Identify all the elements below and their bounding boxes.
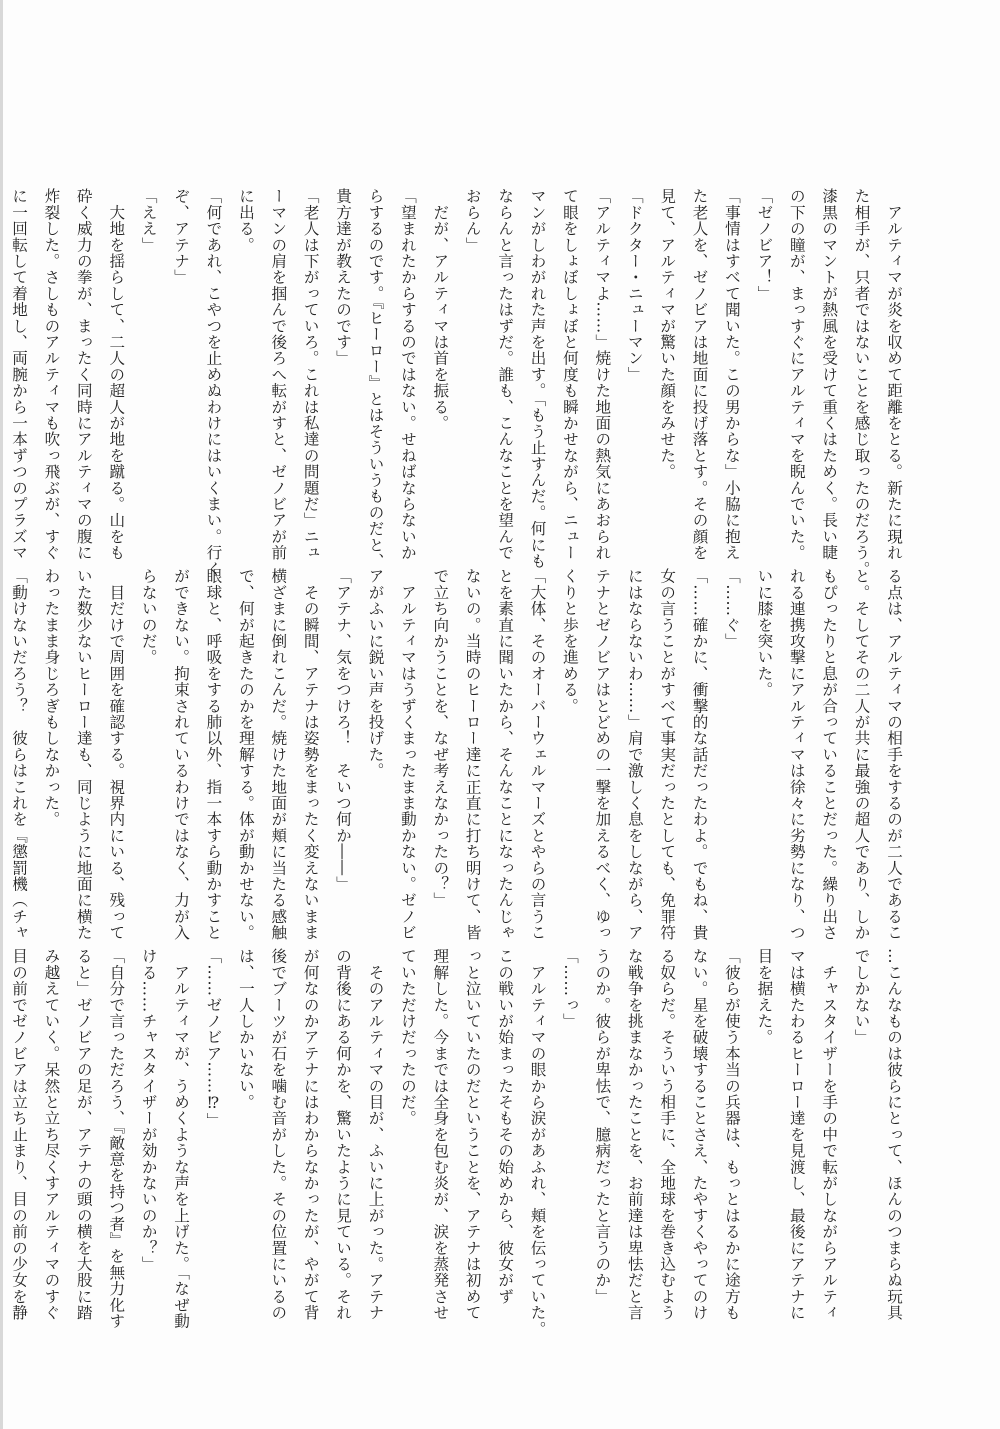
text-line: とを素直に聞いたから、そんなことになったんじゃ (496, 568, 515, 941)
text-line: ができない。拘束されているわけではなく、力が入 (172, 568, 191, 941)
text-line: …こんなものは彼らにとって、ほんのつまらぬ玩具 (885, 948, 903, 1321)
text-line: 後でブーツが石を噛む音がした。その位置にいるの (269, 948, 288, 1321)
text-line: ないの。当時のヒーロー達に正直に打ち明けて、皆 (463, 568, 482, 941)
text-line: 横ざまに倒れこんだ。焼けた地面が頬に当たる感触 (269, 568, 288, 941)
text-line: れる連携攻撃にアルティマは徐々に劣勢になり、つ (787, 568, 806, 941)
text-line: 「事情はすべて聞いた。この男からな」小脇に抱え (722, 188, 741, 561)
text-line: 「アルティマよ……」焼けた地面の熱気にあおられ (593, 188, 612, 561)
text-line: 「何であれ、こやつを止めぬわけにはいくまい。行く (204, 188, 223, 577)
text-line: この戦いが始まったそもその始めから、彼女がず (496, 948, 515, 1305)
text-line: 「大体、そのオーバーウェルマーズとやらの言うこ (528, 568, 547, 941)
text-line: た相手が、只者ではないことを感じ取ったのだろう。 (852, 188, 871, 577)
text-line: テナとゼノビアはとどめの一撃を加えるべく、ゆっ (593, 568, 612, 941)
text-line: 見て、アルティマが驚いた顔をみせた。 (658, 188, 677, 480)
text-line: アルティマの眼から涙があふれ、頬を伝っていた。 (528, 948, 547, 1337)
text-line: 「動けないだろう？ 彼らはこれを『懲罰機（チャ (10, 568, 29, 941)
text-line: わったまま身じろぎもしなかった。 (42, 568, 61, 828)
text-line: の下の瞳が、まっすぐにアルティマを睨んでいた。 (787, 188, 806, 561)
text-line: 目を据えた。 (755, 948, 774, 1046)
text-line: が何なのかアテナにはわからなかったが、やがて背 (301, 948, 320, 1321)
text-line: 「……っ」 (560, 948, 579, 1029)
text-line: いに膝を突いた。 (755, 568, 774, 698)
text-line: くりと歩を進める。 (560, 568, 579, 714)
text-line: ぞ、アテナ」 (172, 188, 191, 286)
text-line: る点は、アルティマの相手をするのが二人であるこ (885, 568, 903, 941)
text-line: ならんと言ったはずだ。誰も、こんなことを望んで (496, 188, 515, 561)
text-line: 目の前でゼノビアは立ち止まり、目の前の少女を静 (10, 948, 29, 1321)
text-line: て眼をしょぼしょぼと何度も瞬かせながら、ニュー (560, 188, 579, 561)
text-line: でしかない」 (852, 948, 871, 1046)
text-line: で、何が起きたのかを理解する。体が動かせない。 (236, 568, 255, 941)
text-line: 「……確かに、衝撃的な話だったわよ。でもね、貴 (690, 568, 709, 941)
text-line: と。そしてその二人が共に最強の超人であり、しか (852, 568, 871, 941)
text-line: らするのです。『ヒーロー』とはそういうものだと、 (366, 188, 385, 569)
text-line: マンがしわがれた声を出す。「もう止すんだ。何にも (528, 188, 547, 569)
text-line: 「自分で言っただろう、『敵意を持つ者』を無力化す (107, 948, 126, 1329)
text-line: アルティマはうずくまったまま動かない。ゼノビ (398, 568, 417, 941)
text-line: 「ドクター・ニューマン」 (625, 188, 644, 383)
text-line: 眼球と、呼吸をする肺以外、指一本すら動かすこと (204, 568, 223, 941)
text-line: その瞬間、アテナは姿勢をまったく変えないまま (301, 568, 320, 941)
text-line: だが、アルティマは首を振る。 (431, 188, 450, 431)
text-line: 「望まれたからするのではない。せねばならないか (398, 188, 417, 561)
text-line: いた数少ないヒーロー達も、同じように地面に横た (74, 568, 93, 941)
text-line: 砕く威力の拳が、まったく同時にアルティマの腹に (74, 188, 93, 561)
text-line: アがふいに鋭い声を投げた。 (366, 568, 385, 779)
text-line: おらん」 (463, 188, 482, 253)
text-line: らないのだ。 (139, 568, 158, 666)
text-line: っと泣いていたのだということを、アテナは初めて (463, 948, 482, 1321)
text-line: は、一人しかいない。 (236, 948, 255, 1110)
text-line: ーマンの肩を掴んで後ろへ転がすと、ゼノビアが前 (269, 188, 288, 561)
text-line: み越えていく。呆然と立ち尽くすアルティマのすぐ (42, 948, 61, 1321)
text-line: もぴったりと息が合っていることだった。繰り出さ (820, 568, 839, 941)
text-line: マは横たわるヒーロー達を見渡し、最後にアテナに (787, 948, 806, 1321)
text-line: で立ち向かうことを、なぜ考えなかったの？」 (431, 568, 450, 909)
text-line: 漆黒のマントが熱風を受けて重くはためく。長い睫 (820, 188, 839, 561)
text-line: にはならないわ……」肩で激しく息をしながら、ア (625, 568, 644, 941)
text-line: 女の言うことがすべて事実だったとしても、免罪符 (658, 568, 677, 941)
text-line: 「老人は下がっていろ。これは私達の問題だ」ニュ (301, 188, 320, 561)
text-line: 炸裂した。さしものアルティマも吹っ飛ぶが、すぐ (42, 188, 61, 561)
text-line: 「……ゼノビア……⁉」 (204, 948, 223, 1129)
text-line: ていただけだったのだ。 (398, 948, 417, 1127)
text-line: 大地を揺らして、二人の超人が地を蹴る。山をも (107, 188, 126, 561)
text-line: 「……ぐ」 (722, 568, 741, 649)
text-line: ると」ゼノビアの足が、アテナの頭の横を大股に踏 (74, 948, 93, 1321)
text-line: アルティマが炎を収めて距離をとる。新たに現れ (885, 188, 903, 561)
text-line: た老人を、ゼノビアは地面に投げ落とす。その顔を (690, 188, 709, 561)
text-line: 貴方達が教えたのです」 (334, 188, 353, 367)
text-line: る奴らだ。そういう相手に、全地球を巻き込むよう (658, 948, 677, 1321)
text-line: 理解した。今までは全身を包む炎が、涙を蒸発させ (431, 948, 450, 1321)
text-line (0, 188, 3, 533)
text-line: 「彼らが使う本当の兵器は、もっとはるかに途方も (722, 948, 741, 1321)
text-line: な戦争を挑まなかったことを、お前達は卑怯だと言 (625, 948, 644, 1321)
text-line: うのか。彼らが卑怯で、臆病だったと言うのか」 (593, 948, 612, 1305)
text-line: ける……チャスタイザーが効かないのか？」 (139, 948, 158, 1272)
text-line: 「ゼノビア！」 (755, 188, 774, 302)
text-tier-top (10, 188, 910, 577)
text-tier-bottom (10, 948, 910, 1337)
text-line: アルティマが、うめくような声を上げた。「なぜ動 (172, 948, 191, 1329)
text-line: に出る。 (236, 188, 255, 253)
text-line: ない。星を破壊することさえ、たやすくやってのけ (690, 948, 709, 1321)
text-tier-middle (10, 568, 910, 941)
text-line: の背後にある何かを、驚いたように見ている。それ (334, 948, 353, 1321)
text-line: そのアルティマの目が、ふいに上がった。アテナ (366, 948, 385, 1321)
text-line: 「ええ」 (139, 188, 158, 253)
text-line: チャスタイザーを手の中で転がしながらアルティ (820, 948, 839, 1321)
text-line: 目だけで周囲を確認する。視界内にいる、残って (107, 568, 126, 941)
text-line: 「アテナ、気をつけろ！ そいつ何か――」 (334, 568, 353, 892)
text-line: に一回転して着地し、両腕から一本ずつのプラズマ (10, 188, 29, 561)
